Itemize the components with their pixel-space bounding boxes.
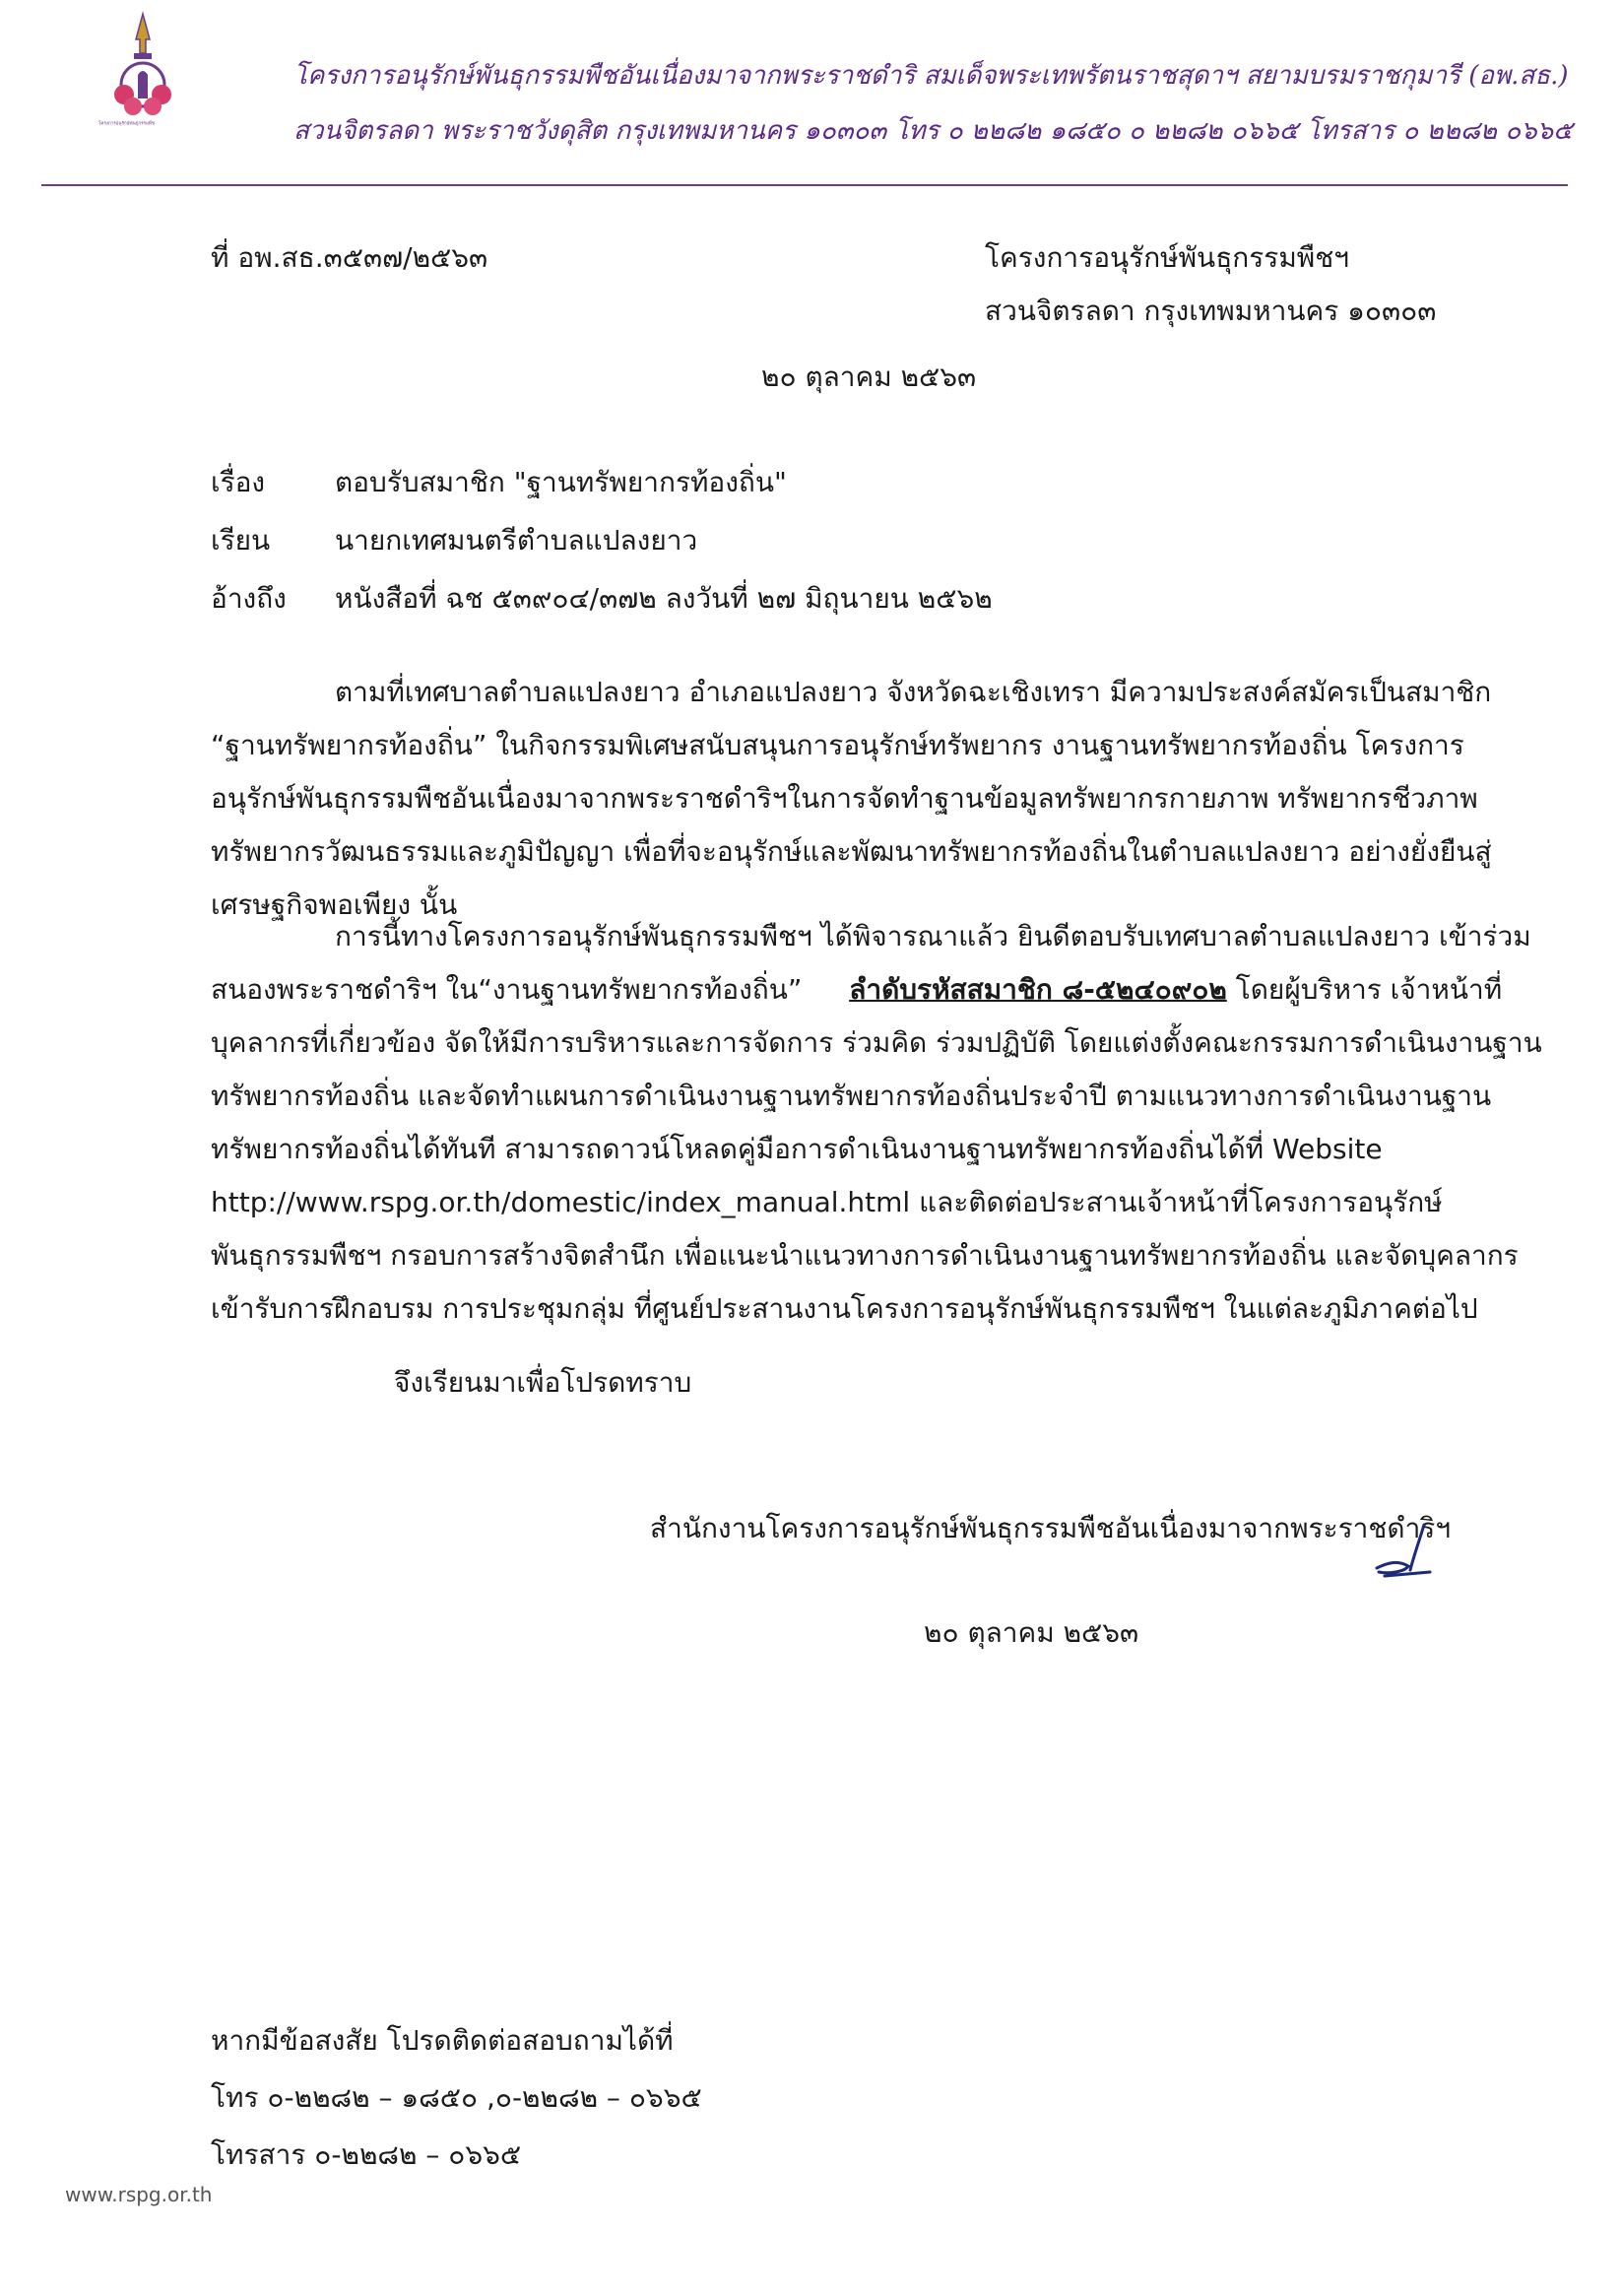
signatory: สำนักงานโครงการอนุรักษ์พันธุกรรมพืชอันเนื่องมาจากพระราชดำริฯ (650, 1512, 1452, 1544)
paragraph-line: “ฐานทรัพยากรท้องถิ่น” ในกิจกรรมพิเศษสนับสนุนการอนุรักษ์ทรัพยากร งานฐานทรัพยากรท้องถิ่น โครงการ (211, 729, 1464, 761)
letterhead-address-line: สวนจิตรลดา พระราชวังดุสิต กรุงเทพมหานคร ๑๐๓๐๓ โทร ๐ ๒๒๘๒ ๑๘๕๐ ๐ ๒๒๘๒ ๐๖๖๕ โทรสาร ๐ ๒๒๘๒ ๐๖๖๕ (293, 116, 1573, 146)
contact-fax: โทรสาร ๐-๒๒๘๒ – ๐๖๖๕ (211, 2138, 522, 2171)
letterhead-org-line: โครงการอนุรักษ์พันธุกรรมพืชอันเนื่องมาจากพระราชดำริ สมเด็จพระเทพรัตนราชสุดาฯ สยามบรมราชกุมารี (อพ.สธ.) (293, 61, 1569, 91)
document-number: ที่ อพ.สธ.๓๕๓๗/๒๕๖๓ (211, 241, 488, 274)
paragraph-line (211, 963, 1521, 1017)
paragraph-line: ตามที่เทศบาลตำบลแปลงยาว อำเภอแปลงยาว จังหวัดฉะเชิงเทรา มีความประสงค์สมัครเป็นสมาชิก (335, 676, 1492, 708)
handwritten-signature (1359, 1517, 1438, 1586)
body-paragraph-1 (211, 666, 1521, 932)
contact-phone: โทร ๐-๒๒๘๒ – ๑๘๕๐ ,๐-๒๒๘๒ – ๐๖๖๕ (211, 2081, 702, 2114)
paragraph-line: เศรษฐกิจพอเพียง นั้น (211, 888, 458, 921)
paragraph-line: อนุรักษ์พันธุกรรมพืชอันเนื่องมาจากพระราชดำริฯในการจัดทำฐานข้อมูลทรัพยากรกายภาพ ทรัพยากรชีวภาพ (211, 782, 1478, 815)
paragraph-line: บุคลากรที่เกี่ยวข้อง จัดให้มีการบริหารและการจัดการ ร่วมคิด ร่วมปฏิบัติ โดยแต่งตั้งคณะกรรมการดำเนินงานฐาน (211, 1026, 1542, 1059)
subject-label: เรื่อง (211, 466, 266, 498)
closing-line: จึงเรียนมาเพื่อโปรดทราบ (394, 1366, 692, 1399)
paragraph-line: พันธุกรรมพืชฯ กรอบการสร้างจิตสำนึก เพื่อแนะนำแนวทางการดำเนินงานฐานทรัพยากรท้องถิ่น และจัดบุคลากร (211, 1239, 1519, 1272)
paragraph-line: ทรัพยากรท้องถิ่น และจัดทำแผนการดำเนินงานฐานทรัพยากรท้องถิ่นประจำปี ตามแนวทางการดำเนินงานฐาน (211, 1080, 1492, 1112)
organization-logo (98, 10, 187, 138)
subject-value: ตอบรับสมาชิก "ฐานทรัพยากรท้องถิ่น" (335, 466, 787, 498)
member-code: ลำดับรหัสสมาชิก ๘-๕๒๔๐๙๐๒ (849, 973, 1227, 1006)
sign-date: ๒๐ ตุลาคม ๒๕๖๓ (924, 1616, 1139, 1649)
letter-date: ๒๐ ตุลาคม ๒๕๖๓ (761, 361, 977, 393)
sender-line-1: โครงการอนุรักษ์พันธุกรรมพืชฯ (985, 241, 1349, 274)
paragraph-line: ทรัพยากรวัฒนธรรมและภูมิปัญญา เพื่อที่จะอนุรักษ์และพัฒนาทรัพยากรท้องถิ่นในตำบลแปลงยาว อย่างยั่งยืนสู่ (211, 835, 1492, 868)
contact-heading: หากมีข้อสงสัย โปรดติดต่อสอบถามได้ที่ (211, 2024, 674, 2057)
recipient-value: นายกเทศมนตรีตำบลแปลงยาว (335, 524, 698, 557)
manual-link-line: http://www.rspg.or.th/domestic/index_manual.html และติดต่อประสานเจ้าหน้าที่โครงการอนุรักษ์ (211, 1186, 1443, 1218)
body-paragraph-2 (211, 910, 1542, 1336)
paragraph-text: สนองพระราชดำริฯ ใน“งานฐานทรัพยากรท้องถิ่น” (211, 973, 803, 1006)
reference-label: อ้างถึง (211, 582, 287, 615)
paragraph-line: เข้ารับการฝึกอบรม การประชุมกลุ่ม ที่ศูนย์ประสานงานโครงการอนุรักษ์พันธุกรรมพืชฯ ในแต่ละภูมิภาคต่อไป (211, 1292, 1478, 1325)
sender-line-2: สวนจิตรลดา กรุงเทพมหานคร ๑๐๓๐๓ (985, 295, 1437, 327)
reference-value: หนังสือที่ ฉช ๕๓๙๐๔/๓๗๒ ลงวันที่ ๒๗ มิถุนายน ๒๕๖๒ (335, 582, 993, 615)
recipient-label: เรียน (211, 524, 271, 557)
logo-caption: โครงการอนุรักษ์พันธุกรรมพืช (98, 120, 155, 126)
paragraph-text: โดยผู้บริหาร เจ้าหน้าที่ (1235, 973, 1503, 1006)
paragraph-line: ทรัพยากรท้องถิ่นได้ทันที สามารถดาวน์โหลดคู่มือการดำเนินงานฐานทรัพยากรท้องถิ่นได้ที่ Website (211, 1133, 1383, 1165)
paragraph-line: การนี้ทางโครงการอนุรักษ์พันธุกรรมพืชฯ ได้พิจารณาแล้ว ยินดีตอบรับเทศบาลตำบลแปลงยาว เข้าร่วม (335, 920, 1531, 952)
header-divider (41, 184, 1568, 186)
footer-website: www.rspg.or.th (65, 2183, 213, 2206)
